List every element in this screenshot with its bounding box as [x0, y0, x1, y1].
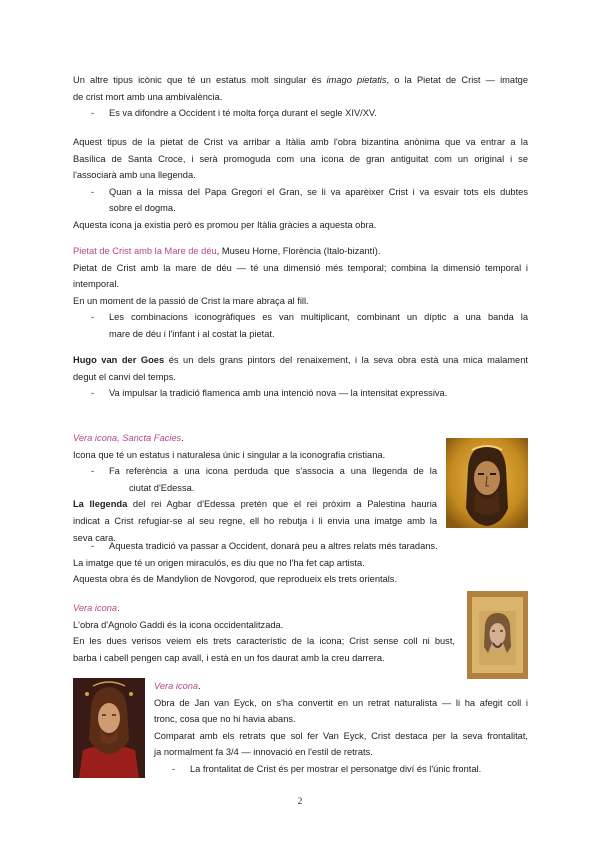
jan-van-eyck-image: [73, 678, 145, 778]
paragraph-line: de crist mort amb una ambivalència.: [73, 91, 223, 102]
list-item: - Va impulsar la tradició flamenca amb una intenció nova — la intensitat expressiva.: [73, 385, 528, 402]
paragraph-line: tronc, cosa que no hi havia abans.: [154, 714, 296, 725]
section-pietat-mare-de-deu: [73, 243, 528, 343]
list-item: - Es va difondre a Occident i té molta força durant el segle XIV/XV.: [73, 105, 528, 122]
paragraph-line: degut el canvi del temps.: [73, 371, 176, 382]
paragraph-line: Icona que té un estatus i naturalesa únic i singular a la iconografia cristiana.: [73, 449, 386, 460]
page-number: 2: [297, 797, 303, 807]
paragraph-line: En les dues verisos veiem els trets característic de la icona; Crist sense coll ni bust,: [73, 636, 455, 647]
paragraph-line: intemporal.: [73, 279, 119, 290]
paragraph-line: Un altre tipus icònic que té un estatus molt singular és imago pietatis, o la Pietat de Crist — imatge: [73, 75, 528, 85]
paragraph-line: L'obra d'Agnolo Gaddi és la icona occidentalitzada.: [73, 619, 284, 630]
section-vera-icona-gaddi: [73, 600, 455, 666]
paragraph-line: Aquesta icona ja existia però es promou per Itàlia gràcies a aquesta obra.: [73, 219, 377, 230]
list-item: - Quan a la missa del Papa Gregori el Gran, se li va aparèixer Crist i va esvair tots els dubtes sobre el dogma.: [73, 184, 528, 217]
paragraph-line: seva cara.: [73, 532, 116, 543]
paragraph-line: Obra de Jan van Eyck, on s'ha convertit en un retrat naturalista — li ha afegit coll i: [154, 697, 528, 708]
agnolo-gaddi-image: [467, 591, 528, 679]
dash-bullet: -: [91, 312, 95, 323]
dash-bullet: -: [91, 108, 95, 119]
section-heading: Vera icona, Sancta Facies.: [73, 433, 184, 443]
list-item: - Fa referència a una icona perduda que s'associa a una llegenda de la ciutat d'Edessa.: [73, 463, 437, 496]
section-hugo-van-der-goes: [73, 352, 528, 402]
dash-bullet: -: [172, 763, 176, 774]
mandylion-novgorod-image: [446, 438, 528, 528]
paragraph-line: Comparat amb els retrats que sol fer Van Eyck, Crist destaca per la seva frontalitat,: [154, 730, 528, 741]
section-vera-icona-sancta-facies-cont: [73, 538, 528, 588]
section-santa-croce: [73, 134, 528, 234]
section-vera-icona-sancta-facies: [73, 430, 437, 546]
paragraph-line: La imatge que té un origen miraculós, es diu que no l'ha fet cap artista.: [73, 557, 365, 568]
list-item: - Aquesta tradició va passar a Occident, donarà peu a altres relats més taradans.: [73, 538, 528, 555]
icon-painting-golden-face: [446, 438, 528, 528]
paragraph-line: l'associarà amb una llegenda.: [73, 170, 196, 181]
paragraph-line: Aquesta obra és de Mandylion de Novgorod, que reprodueix els trets orientals.: [73, 574, 398, 585]
section-heading: Pietat de Crist amb la Mare de déu, Museu Horne, Florència (Italo-bizantí).: [73, 246, 381, 256]
paragraph-line: Pietat de Crist amb la mare de déu — té una dimensió més temporal; combina la dimensió temporal i: [73, 262, 528, 273]
icon-painting-veil-face: [467, 591, 528, 679]
dash-bullet: -: [91, 388, 95, 399]
paragraph-line: barba i cabell pengen cap avall, i està en un fos daurat amb la creu darrera.: [73, 652, 385, 663]
list-item: - La frontalitat de Crist és per mostrar el personatge diví és l'únic frontal.: [154, 761, 528, 778]
paragraph-line: La llegenda del rei Agbar d'Edessa pretén que el rei pròxim a Palestina hauria: [73, 499, 437, 510]
section-imago-pietatis: [73, 72, 528, 122]
paragraph-line: En un moment de la passió de Crist la mare abraça al fill.: [73, 295, 309, 306]
section-heading: Vera icona.: [73, 603, 120, 613]
icon-painting-portrait: [73, 678, 145, 778]
list-item: - Les combinacions iconogràfiques es van multiplicant, combinant un díptic a una banda la mare de déu i l'infant i al costat la pietat.: [73, 309, 528, 342]
dash-bullet: -: [91, 186, 95, 197]
section-heading: Vera icona.: [154, 681, 201, 691]
dash-bullet: -: [91, 541, 95, 551]
section-vera-icona-van-eyck: [154, 678, 528, 778]
dash-bullet: -: [91, 466, 95, 477]
paragraph-line: ja normalment fa 3/4 — innovació en l'estil de retrats.: [154, 747, 373, 758]
paragraph-line: indicat a Crist refugiar-se al seu regne, ell ho rebutja i li envia una imatge amb la: [73, 515, 437, 526]
paragraph-line: Hugo van der Goes és un dels grans pintors del renaixement, i la seva obra està una mica malament: [73, 355, 528, 365]
paragraph-line: Basílica de Santa Croce, i serà promoguda com una icona de gran antiguitat com un original i se: [73, 153, 528, 164]
paragraph-line: Aquest tipus de la pietat de Crist va arribar a Itàlia amb l'obra bizantina anònima que va entrar a la: [73, 137, 528, 147]
